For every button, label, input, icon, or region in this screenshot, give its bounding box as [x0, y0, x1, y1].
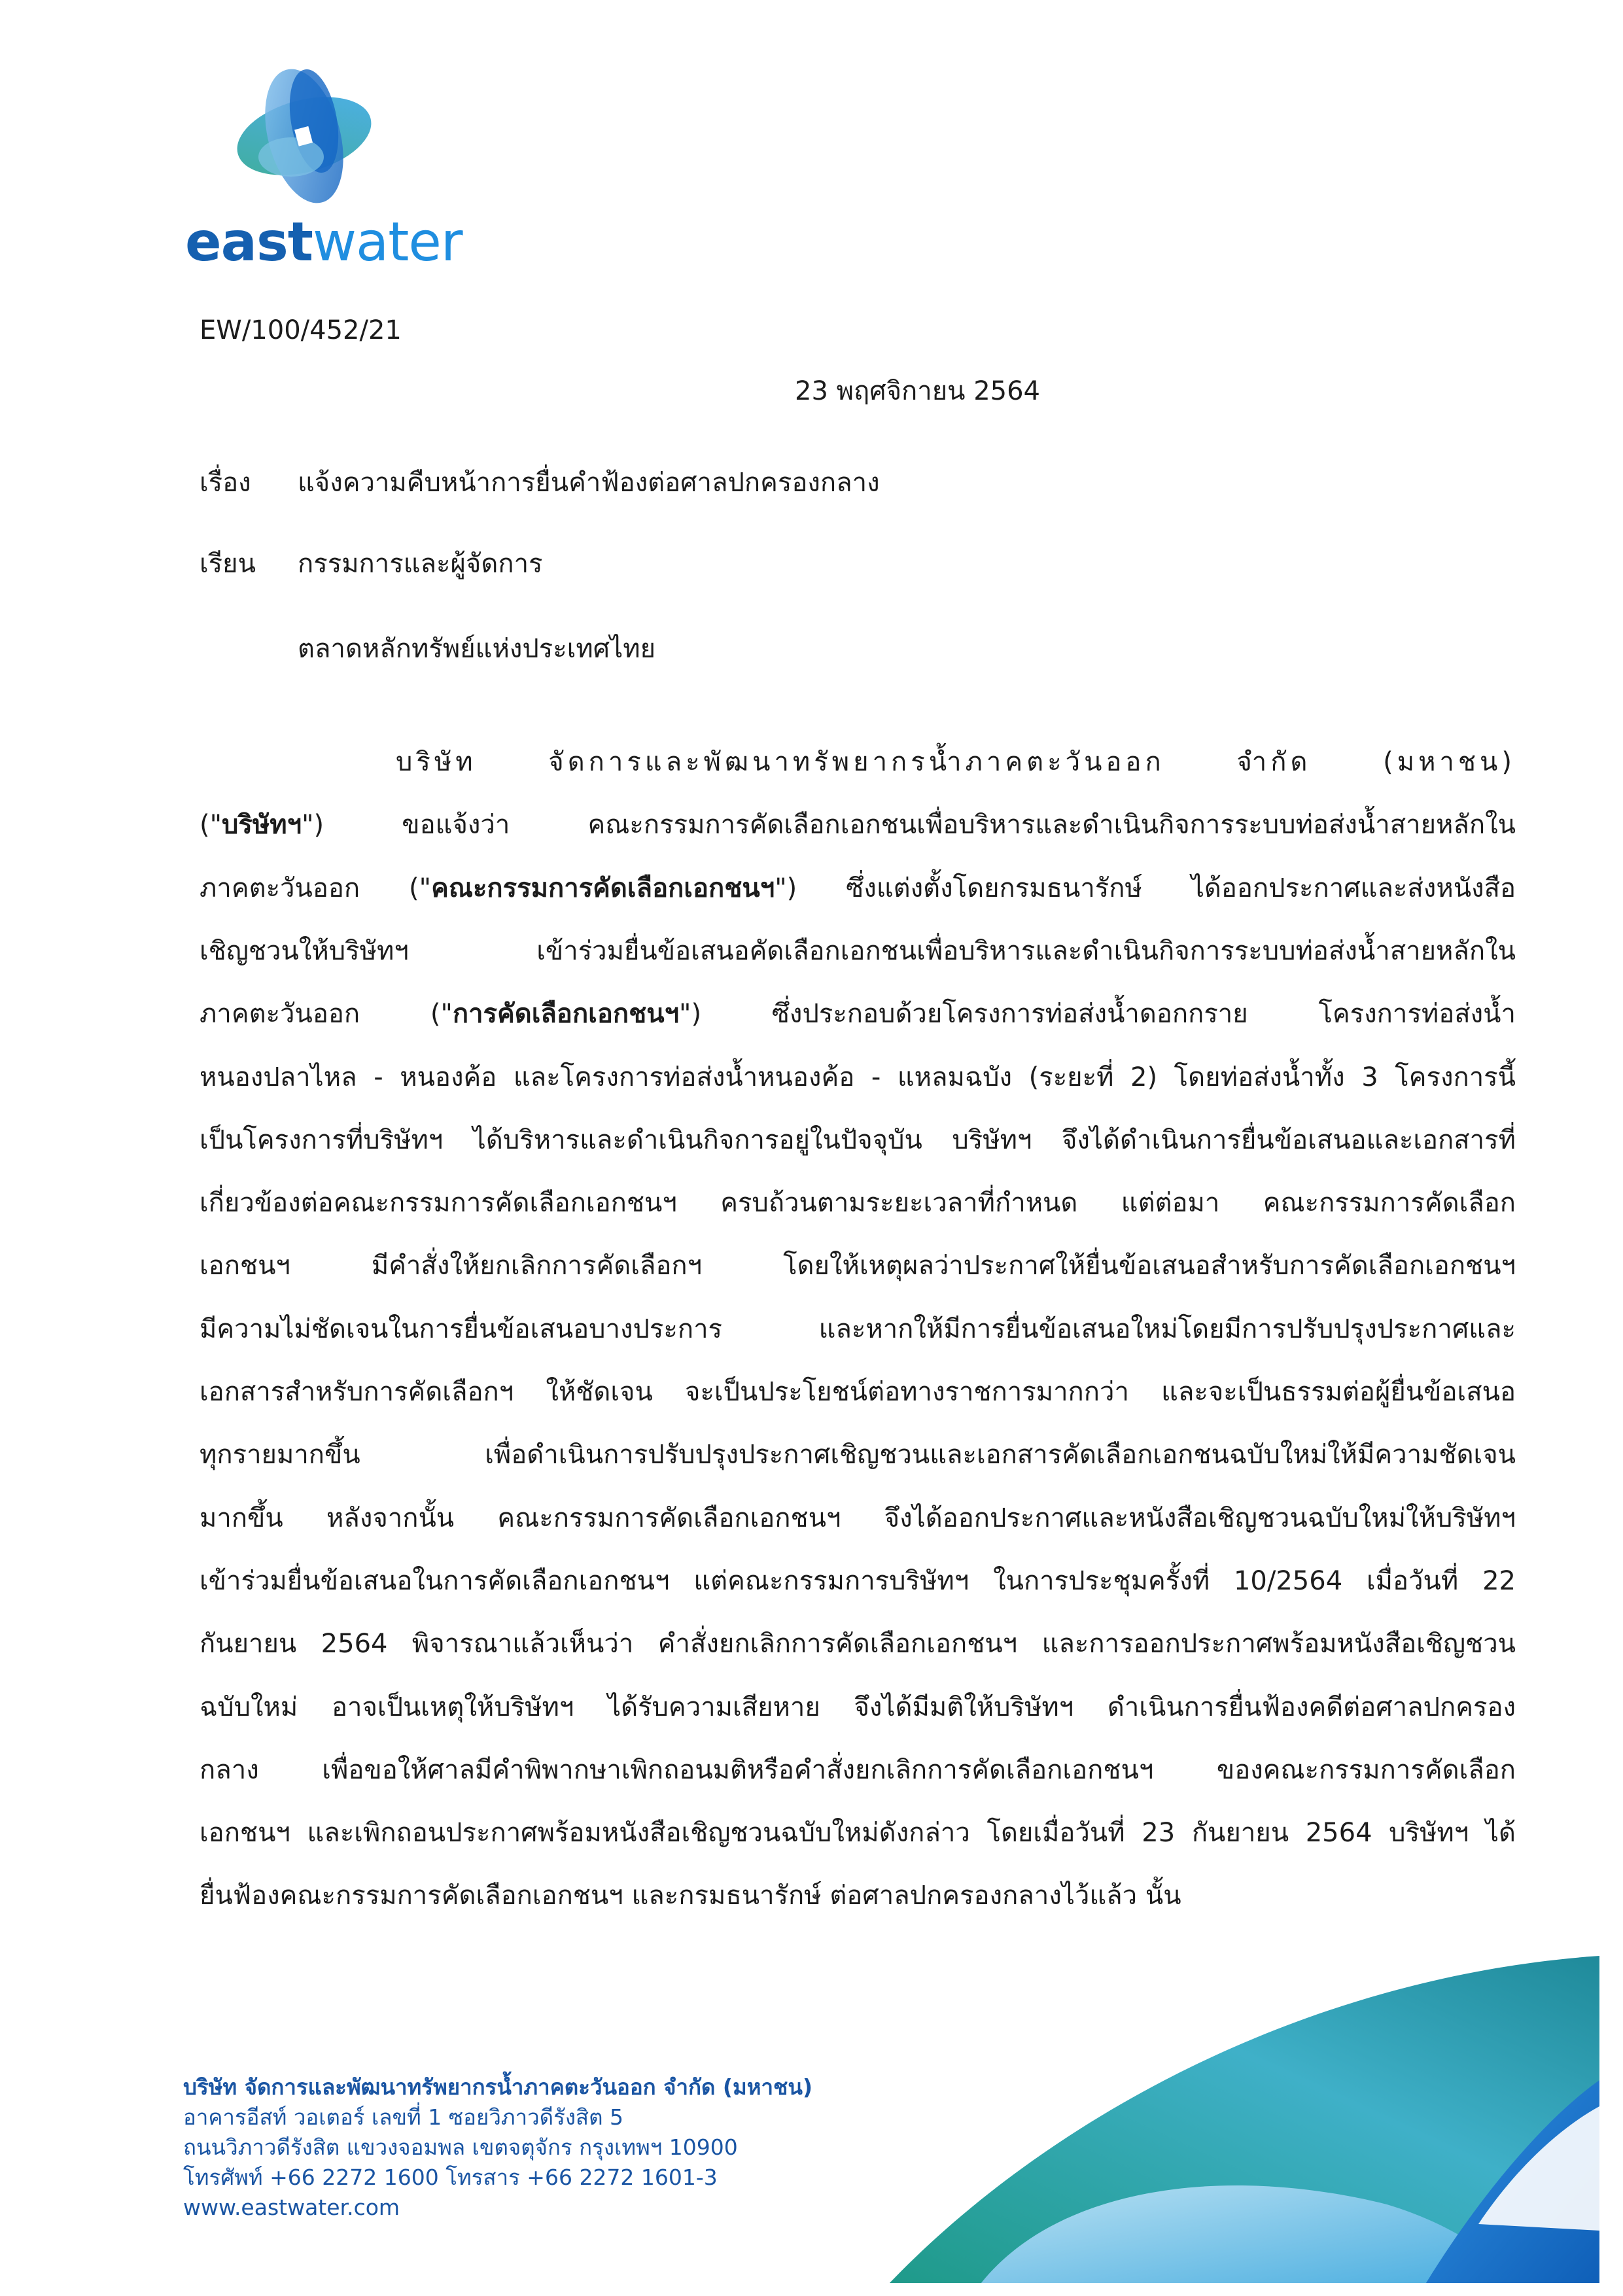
- body-text: ") ซึ่งประกอบด้วยโครงการท่อส่งน้ำดอกกราย โครงการท่อส่งน้ำ: [679, 999, 1516, 1030]
- decorative-wave-graphic: [890, 1949, 1603, 2283]
- footer-address-1: อาคารอีสท์ วอเตอร์ เลขที่ 1 ซอยวิภาวดีรังสิต 5: [183, 2104, 623, 2130]
- reference-number: EW/100/452/21: [200, 315, 402, 345]
- defined-term: บริษัทฯ: [222, 810, 302, 841]
- body-text: ฉบับใหม่ อาจเป็นเหตุให้บริษัทฯ ได้รับความเสียหาย จึงได้มีมติให้บริษัทฯ ดำเนินการยื่นฟ้องคดีต่อศาลปกครอง: [200, 1692, 1516, 1722]
- logo-text-east: east: [185, 211, 313, 273]
- body-line: [200, 1694, 1516, 1720]
- body-line: [200, 1064, 1516, 1090]
- body-text: เชิญชวนให้บริษัทฯ เข้าร่วมยื่นข้อเสนอคัดเลือกเอกชนเพื่อบริหารและดำเนินกิจการระบบท่อส่งน้ำสายหลักใน: [200, 935, 1516, 966]
- body-text: ทุกรายมากขึ้น เพื่อดำเนินการปรับปรุงประกาศเชิญชวนและเอกสารคัดเลือกเอกชนฉบับใหม่ให้มีความชัดเจน: [200, 1440, 1516, 1470]
- body-line: [200, 1442, 1516, 1468]
- body-line: [200, 1379, 1516, 1405]
- body-text: มีความไม่ชัดเจนในการยื่นข้อเสนอบางประการ และหากให้มีการยื่นข้อเสนอใหม่โดยมีการปรับปรุงประกาศและ: [200, 1313, 1516, 1344]
- subject-text: แจ้งความคืบหน้าการยื่นคำฟ้องต่อศาลปกครองกลาง: [298, 468, 880, 498]
- body-text: ยื่นฟ้องคณะกรรมการคัดเลือกเอกชนฯ และกรมธนารักษ์ ต่อศาลปกครองกลางไว้แล้ว นั้น: [200, 1881, 1181, 1911]
- body-text: เกี่ยวข้องต่อคณะกรรมการคัดเลือกเอกชนฯ ครบถ้วนตามระยะเวลาที่กำหนด แต่ต่อมา คณะกรรมการคัดเลือก: [200, 1188, 1516, 1219]
- body-text: ภาคตะวันออก (": [200, 999, 453, 1030]
- footer-company: บริษัท จัดการและพัฒนาทรัพยากรน้ำภาคตะวันออก จำกัด (มหาชน): [183, 2074, 813, 2100]
- body-text: ภาคตะวันออก (": [200, 873, 432, 903]
- subject-label: เรื่อง: [200, 468, 251, 498]
- body-text: หนองปลาไหล - หนองค้อ และโครงการท่อส่งน้ำหนองค้อ - แหลมฉบัง (ระยะที่ 2) โดยท่อส่งน้ำทั้ง 3 โครงการนี้: [200, 1062, 1516, 1092]
- body-line: [200, 1188, 1516, 1219]
- body-line: [200, 875, 1516, 901]
- footer-address: [183, 2072, 812, 2223]
- body-text: บริษัท จัดการและพัฒนาทรัพยากรน้ำภาคตะวันออก จำกัด (มหาชน): [396, 747, 1516, 777]
- body-text: มากขึ้น หลังจากนั้น คณะกรรมการคัดเลือกเอกชนฯ จึงได้ออกประกาศและหนังสือเชิญชวนฉบับใหม่ให้บริษัทฯ: [200, 1503, 1516, 1533]
- body-line: [200, 1565, 1516, 1596]
- recipient-label: เรียน: [200, 549, 256, 579]
- body-text: กลาง เพื่อขอให้ศาลมีคำพิพากษาเพิกถอนมติหรือคำสั่งยกเลิกการคัดเลือกเอกชนฯ ของคณะกรรมการคัดเลือก: [200, 1754, 1516, 1785]
- eastwater-logo-icon: [232, 65, 376, 206]
- body-text: กันยายน 2564 พิจารณาแล้วเห็นว่า คำสั่งยกเลิกการคัดเลือกเอกชนฯ และการออกประกาศพร้อมหนังสือเชิญชวน: [200, 1629, 1516, 1660]
- body-text: เอกสารสำหรับการคัดเลือกฯ ให้ชัดเจน จะเป็นประโยชน์ต่อทางราชการมากกว่า และจะเป็นธรรมต่อผู้ยื่นข้อเสนอ: [200, 1377, 1516, 1407]
- body-text: ") ขอแจ้งว่า คณะกรรมการคัดเลือกเอกชนเพื่อบริหารและดำเนินกิจการระบบท่อส่งน้ำสายหลักใน: [302, 810, 1516, 841]
- recipient-line-1: กรรมการและผู้จัดการ: [298, 549, 543, 579]
- footer-website[interactable]: www.eastwater.com: [183, 2195, 400, 2220]
- body-line: [200, 1253, 1516, 1279]
- body-text: ") ซึ่งแต่งตั้งโดยกรมธนารักษ์ ได้ออกประกาศและส่งหนังสือ: [775, 873, 1516, 903]
- body-text: เข้าร่วมยื่นข้อเสนอในการคัดเลือกเอกชนฯ แต่คณะกรรมการบริษัทฯ ในการประชุมครั้งที่ 10/2564 เมื่อวันที่ 22: [200, 1565, 1516, 1596]
- body-line: [200, 935, 1516, 966]
- defined-term: การคัดเลือกเอกชนฯ: [452, 999, 680, 1030]
- body-text: (": [200, 810, 222, 841]
- logo-text-water: water: [312, 211, 462, 273]
- body-line: [200, 1754, 1516, 1785]
- body-line: [200, 1505, 1516, 1531]
- body-text: เอกชนฯ และเพิกถอนประกาศพร้อมหนังสือเชิญชวนฉบับใหม่ดังกล่าว โดยเมื่อวันที่ 23 กันยายน 2564 บริษัทฯ ได้: [200, 1818, 1516, 1849]
- body-line: [200, 810, 1516, 841]
- footer-phone: โทรศัพท์ +66 2272 1600 โทรสาร +66 2272 1601-3: [183, 2165, 718, 2190]
- body-text: เป็นโครงการที่บริษัทฯ ได้บริหารและดำเนินกิจการอยู่ในปัจจุบัน บริษัทฯ จึงได้ดำเนินการยื่นข้อเสนอและเอกสารที่: [200, 1124, 1516, 1155]
- eastwater-logo-text: [185, 211, 462, 273]
- body-line: [396, 749, 1516, 775]
- body-line: [200, 1883, 1516, 1909]
- body-line: [200, 1818, 1516, 1849]
- footer-address-2: ถนนวิภาวดีรังสิต แขวงจอมพล เขตจตุจักร กรุงเทพฯ 10900: [183, 2134, 738, 2160]
- letter-date: 23 พฤศจิกายน 2564: [795, 376, 1040, 406]
- body-text: เอกชนฯ มีคำสั่งให้ยกเลิกการคัดเลือกฯ โดยให้เหตุผลว่าประกาศให้ยื่นข้อเสนอสำหรับการคัดเลือกเอกชนฯ: [200, 1251, 1516, 1281]
- body-line: [200, 1629, 1516, 1660]
- body-line: [200, 999, 1516, 1030]
- body-line: [200, 1124, 1516, 1155]
- defined-term: คณะกรรมการคัดเลือกเอกชนฯ: [431, 873, 775, 903]
- body-line: [200, 1313, 1516, 1344]
- recipient-line-2: ตลาดหลักทรัพย์แห่งประเทศไทย: [298, 634, 656, 664]
